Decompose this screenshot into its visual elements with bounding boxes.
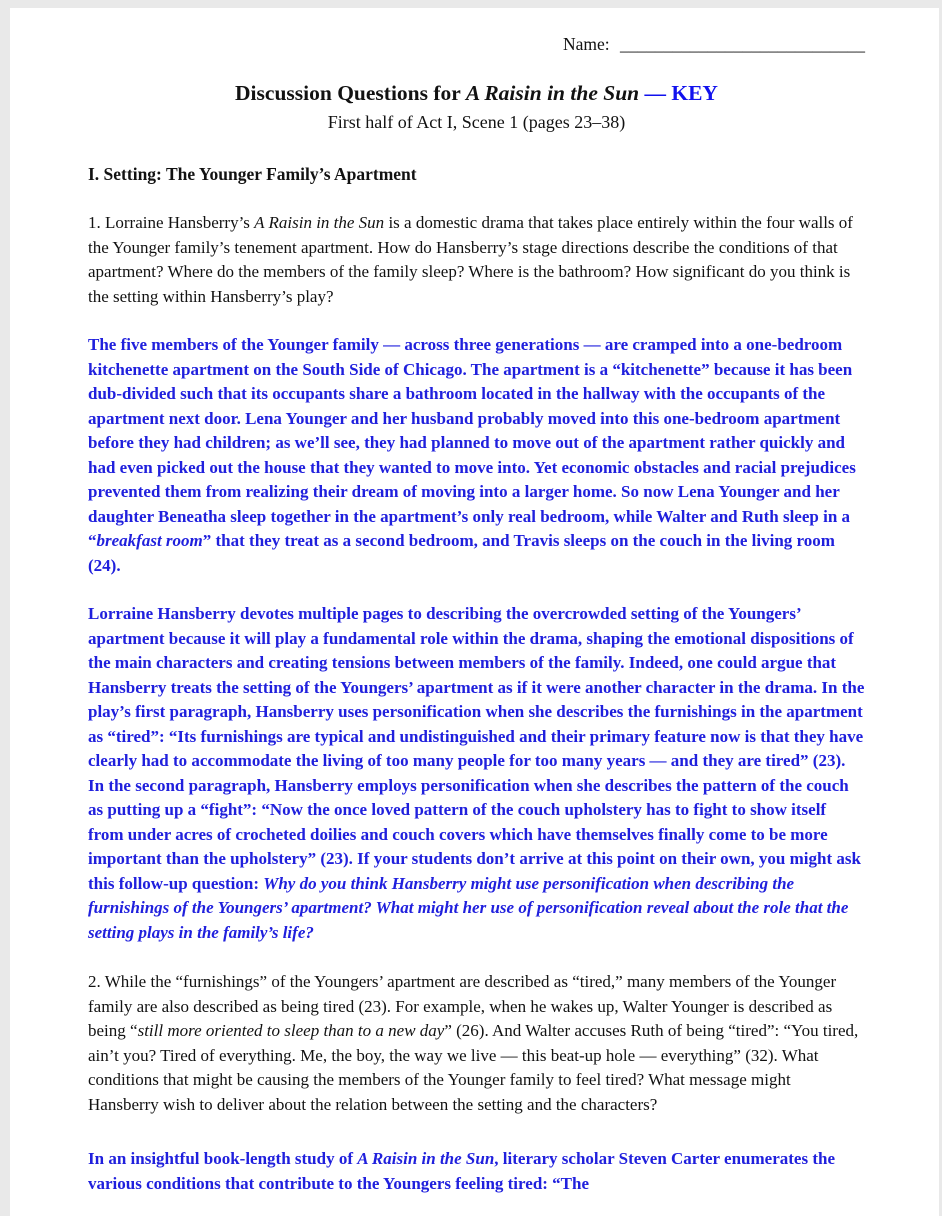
name-field [88,32,865,57]
page-title [88,80,865,106]
answer-1-part-1: The five members of the Younger family — across three generations — are cramped into a one-bedroom kitchenette apartment on the South Side of Chicago. The apartment is a “kitchenette” because it has been dub-divided such that its occupants share a bathroom located in the hallway with the occupants of the apartment next door. Lena Younger and her husband probably moved into this one-bedroom apartment before they had children; as we’ll see, they had planned to move out of the apartment rather quickly and had even picked out the house that they wanted to move into. Yet economic obstacles and racial prejudices prevented them from realizing their dream of moving into a larger home. So now Lena Younger and her daughter Beneatha sleep together in the apartment’s only real bedroom, while Walter and Ruth sleep in a “breakfast room” that they treat as a second bedroom, and Travis sleeps on the couch in the living room (24). [88,335,856,575]
name-blank-line: ____________________________ [620,34,865,54]
question-1: 1. Lorraine Hansberry’s A Raisin in the Sun is a domestic drama that takes place entirely within the four walls of the Younger family’s tenement apartment. How do Hansberry’s stage directions describe the conditions of that apartment? Where do the members of the family sleep? Where is the bathroom? How significant do you think is the setting within Hansberry’s play? [88,213,853,306]
book-title: A Raisin in the Sun [465,80,640,105]
title-prefix: Discussion Questions for [235,80,466,105]
answer-1-part-2: Lorraine Hansberry devotes multiple pages to describing the overcrowded setting of the Youngers’ apartment because it will play a fundamental role within the drama, shaping the emotional dispositions of the main characters and creating tensions between members of the family. Indeed, one could argue that Hansberry treats the setting of the Youngers’ apartment as if it were another character in the drama. In the play’s first paragraph, Hansberry uses personification when she describes the furnishings in the apartment as “tired”: “Its furnishings are typical and undistinguished and their primary feature now is that they have clearly had to accommodate the living of too many people for too many years — and they are tired” (23). In the second paragraph, Hansberry employs personification when she describes the pattern of the couch as putting up a “fight”: “Now the once loved pattern of the couch upholstery has to fight to show itself from under acres of crocheted doilies and couch covers which have themselves finally come to be more important than the upholstery” (23). If your students don’t arrive at this point on their own, you might ask this follow-up question: Why do you think Hansberry might use personification when describing the furnishings of the Youngers’ apartment? What might her use of personification reveal about the role that the setting plays in the family’s life? [88,604,865,942]
question-2: 2. While the “furnishings” of the Youngers’ apartment are described as “tired,” many members of the Younger family are also described as being tired (23). For example, when he wakes up, Walter Younger is described as being “still more oriented to sleep than to a new day” (26). And Walter accuses Ruth of being “tired”: “You tired, ain’t you? Tired of everything. Me, the boy, the way we live — this beat-up hole — everything” (32). What conditions that might be causing the members of the Younger family to feel tired? What message might Hansberry wish to deliver about the relation between the setting and the characters? [88,972,859,1114]
answer-2: In an insightful book-length study of A Raisin in the Sun, literary scholar Steven Carter enumerates the various conditions that contribute to the Youngers feeling tired: “The [88,1149,835,1193]
section-heading: I. Setting: The Younger Family’s Apartment [88,164,417,184]
page-content [10,8,939,1196]
key-label: KEY [671,80,718,105]
title-separator: — [639,80,672,105]
subtitle: First half of Act I, Scene 1 (pages 23–38) [327,111,626,132]
worksheet-page [10,8,939,1216]
name-label: Name: [562,34,610,54]
